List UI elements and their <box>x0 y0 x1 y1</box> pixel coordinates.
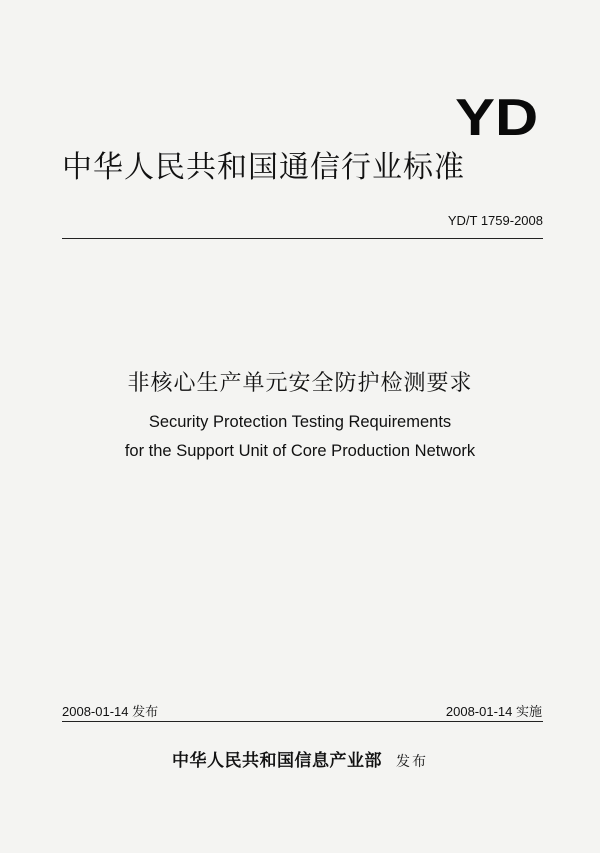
publisher-name: 中华人民共和国信息产业部 <box>172 751 382 771</box>
publisher-line <box>0 746 600 771</box>
document-title-chinese: 非核心生产单元安全防护检测要求 <box>127 371 473 396</box>
document-title-english-line2: for the Support Unit of Core Production Network <box>124 442 476 460</box>
document-title-english-line1: Security Protection Testing Requirements <box>148 413 452 431</box>
implementation-date: 2008-01-14 实施 <box>445 704 542 719</box>
standard-category-title: 中华人民共和国通信行业标准 <box>62 150 465 185</box>
publisher-suffix: 发布 <box>396 754 428 770</box>
standard-code: YD/T 1759-2008 <box>447 213 543 228</box>
yd-logo: YD <box>454 89 538 147</box>
bottom-divider <box>62 721 543 722</box>
top-divider <box>62 238 543 239</box>
issue-date: 2008-01-14 发布 <box>62 704 159 719</box>
